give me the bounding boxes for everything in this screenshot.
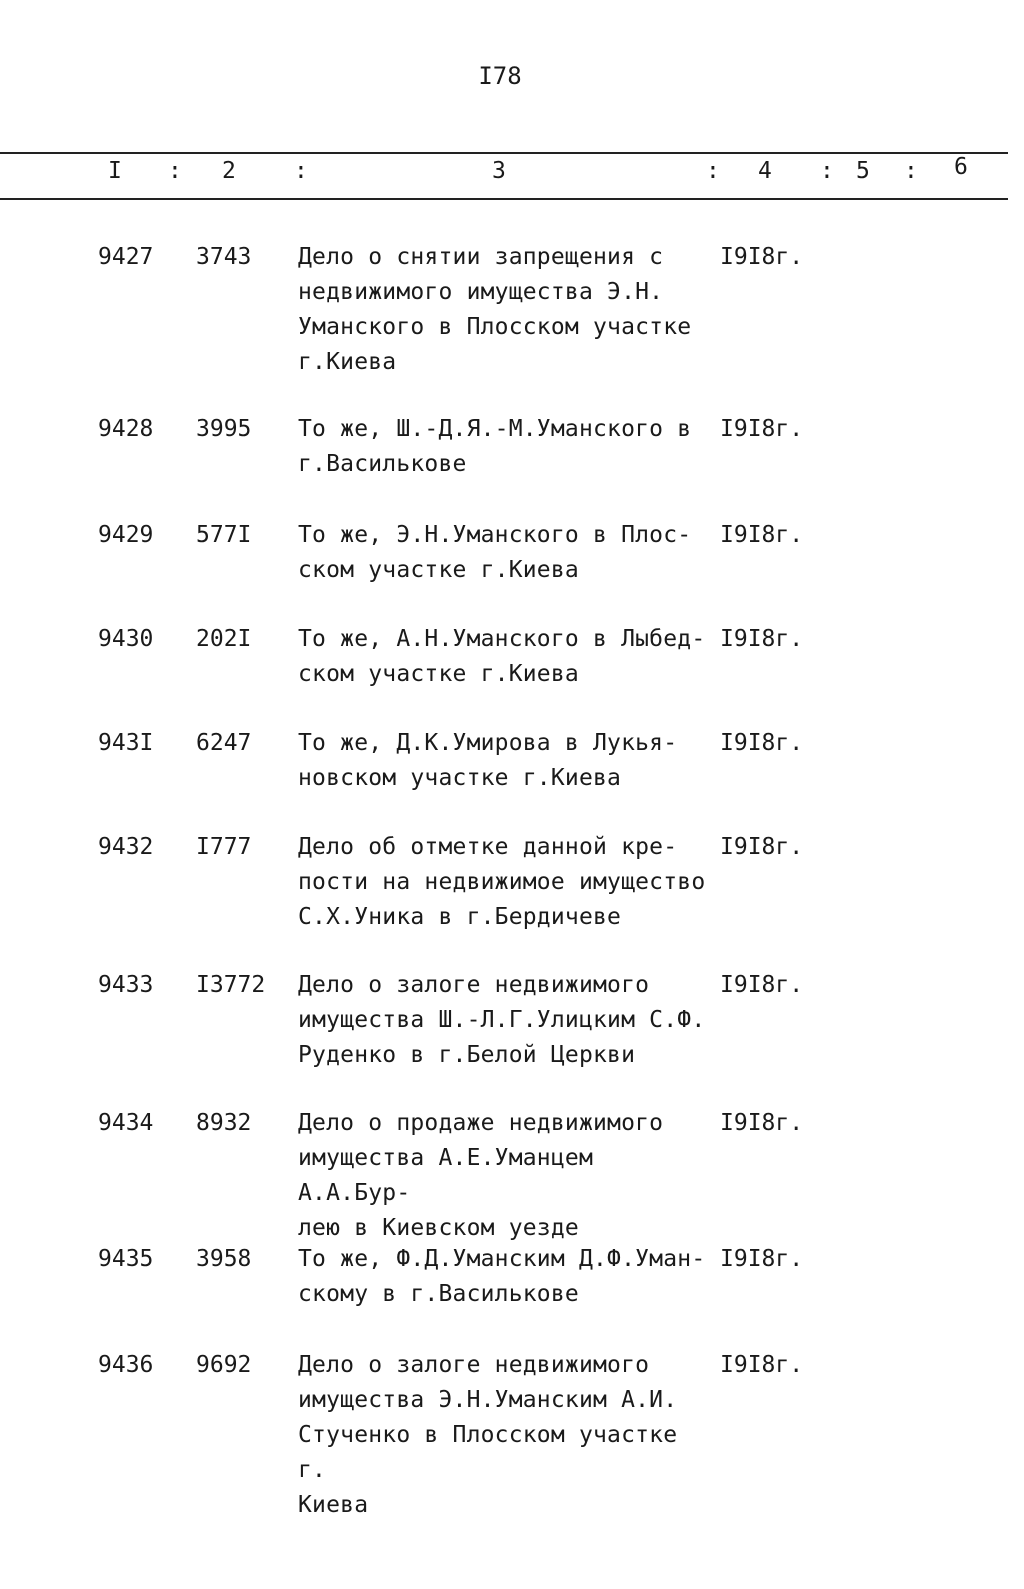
row-year: I9I8г.	[720, 626, 804, 652]
row-description: То же, А.Н.Уманского в Лыбед- ском участке г.Киева	[298, 626, 706, 687]
row-year: I9I8г.	[720, 522, 804, 548]
row-ref: I777	[196, 834, 252, 860]
row-ref: I3772	[196, 972, 266, 998]
row-ref: 202I	[196, 626, 252, 652]
table-header	[0, 154, 1024, 194]
row-number: 9435	[98, 1246, 154, 1272]
header-col-4: 4	[758, 158, 772, 184]
row-number: 943I	[98, 730, 154, 756]
row-year: I9I8г.	[720, 244, 804, 270]
header-col-6: 6	[954, 154, 968, 180]
header-separator: :	[294, 158, 308, 184]
row-number: 9430	[98, 626, 154, 652]
row-description: Дело о залоге недвижимого имущества Э.Н.Уманским А.И. Стученко в Плосском участке г. Киева	[298, 1352, 678, 1518]
row-number: 9428	[98, 416, 154, 442]
row-description: То же, Ш.-Д.Я.-М.Уманского в г.Василькове	[298, 416, 692, 477]
header-separator: :	[706, 158, 720, 184]
row-year: I9I8г.	[720, 1352, 804, 1378]
row-number: 9436	[98, 1352, 154, 1378]
header-col-3: 3	[492, 158, 506, 184]
row-description: То же, Ф.Д.Уманским Д.Ф.Уман- скому в г.Василькове	[298, 1246, 706, 1307]
header-col-5: 5	[856, 158, 870, 184]
page-number: I78	[478, 62, 522, 90]
row-number: 9434	[98, 1110, 154, 1136]
row-ref: 3958	[196, 1246, 252, 1272]
row-ref: 6247	[196, 730, 252, 756]
header-col-1: I	[108, 158, 122, 184]
row-number: 9433	[98, 972, 154, 998]
row-year: I9I8г.	[720, 972, 804, 998]
header-bottom-rule	[0, 198, 1008, 200]
row-number: 9432	[98, 834, 154, 860]
row-ref: 9692	[196, 1352, 252, 1378]
row-description: Дело о залоге недвижимого имущества Ш.-Л.Г.Улицким С.Ф. Руденко в г.Белой Церкви	[298, 972, 706, 1068]
row-year: I9I8г.	[720, 416, 804, 442]
row-year: I9I8г.	[720, 1110, 804, 1136]
row-year: I9I8г.	[720, 730, 804, 756]
row-ref: 3995	[196, 416, 252, 442]
header-separator: :	[820, 158, 834, 184]
row-description: Дело об отметке данной кре- пости на недвижимое имущество С.Х.Уника в г.Бердичеве	[298, 834, 706, 930]
row-description: То же, Э.Н.Уманского в Плос- ском участке г.Киева	[298, 522, 692, 583]
header-separator: :	[904, 158, 918, 184]
row-number: 9429	[98, 522, 154, 548]
row-description: Дело о снятии запрещения с недвижимого имущества Э.Н. Уманского в Плосском участке г.Киева	[298, 244, 692, 375]
row-ref: 3743	[196, 244, 252, 270]
header-separator: :	[168, 158, 182, 184]
row-year: I9I8г.	[720, 834, 804, 860]
header-col-2: 2	[222, 158, 236, 184]
row-description: То же, Д.К.Умирова в Лукья- новском участке г.Киева	[298, 730, 678, 791]
row-year: I9I8г.	[720, 1246, 804, 1272]
row-description: Дело о продаже недвижимого имущества А.Е.Уманцем А.А.Бур- лею в Киевском уезде	[298, 1110, 664, 1241]
row-ref: 8932	[196, 1110, 252, 1136]
header-top-rule	[0, 152, 1008, 154]
row-number: 9427	[98, 244, 154, 270]
row-ref: 577I	[196, 522, 252, 548]
